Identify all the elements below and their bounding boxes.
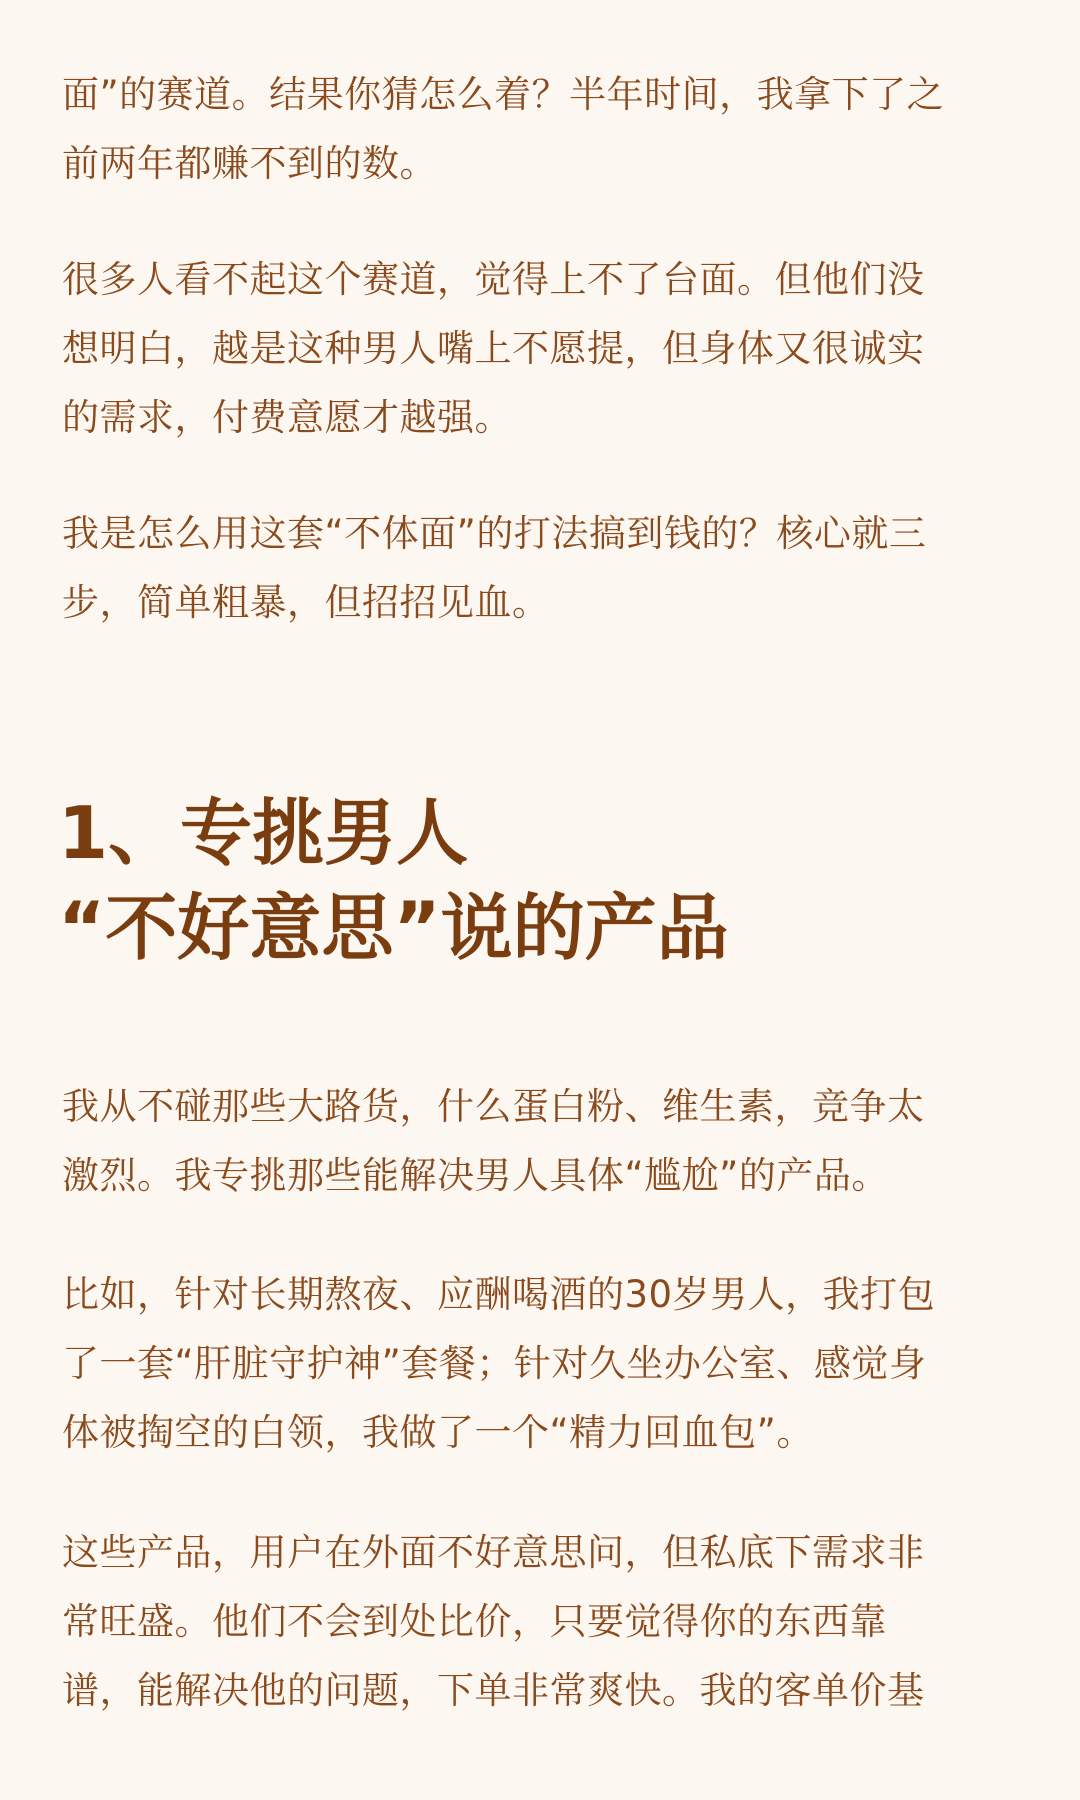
- paragraph-user-behavior: [62, 1518, 1022, 1725]
- text-line: 很多人看不起这个赛道，觉得上不了台面。但他们没: [62, 258, 925, 301]
- heading-line: “不好意思”说的产品: [58, 886, 729, 970]
- text-line: 我是怎么用这套“不体面”的打法搞到钱的？核心就三: [62, 512, 927, 555]
- paragraph-product-examples: [62, 1260, 1022, 1467]
- text-line: 比如，针对长期熬夜、应酬喝酒的30岁男人，我打包: [62, 1273, 936, 1316]
- text-line: 了一套“肝脏守护神”套餐；针对久坐办公室、感觉身: [62, 1342, 927, 1385]
- text-line: 步，简单粗暴，但招招见血。: [62, 581, 550, 624]
- paragraph-method-intro: [62, 499, 1022, 637]
- heading-line: 1、专挑男人: [58, 791, 469, 875]
- text-line: 我从不碰那些大路货，什么蛋白粉、维生素，竞争太: [62, 1085, 925, 1128]
- paragraph-product-choice: [62, 1072, 1022, 1210]
- text-line: 的需求，付费意愿才越强。: [62, 396, 512, 439]
- paragraph-market-insight: [62, 245, 1022, 452]
- text-line: 谱，能解决他的问题，下单非常爽快。我的客单价基: [62, 1669, 925, 1712]
- text-line: 这些产品，用户在外面不好意思问，但私底下需求非: [62, 1531, 925, 1574]
- section-heading: [58, 786, 729, 976]
- text-line: 想明白，越是这种男人嘴上不愿提，但身体又很诚实: [62, 327, 925, 370]
- paragraph-intro-result: [62, 60, 1022, 198]
- text-line: 激烈。我专挑那些能解决男人具体“尴尬”的产品。: [62, 1154, 889, 1197]
- text-line: 面”的赛道。结果你猜怎么着？半年时间，我拿下了之: [62, 73, 945, 116]
- text-line: 前两年都赚不到的数。: [62, 142, 437, 185]
- text-line: 常旺盛。他们不会到处比价，只要觉得你的东西靠: [62, 1600, 887, 1643]
- text-line: 体被掏空的白领，我做了一个“精力回血包”。: [62, 1411, 814, 1454]
